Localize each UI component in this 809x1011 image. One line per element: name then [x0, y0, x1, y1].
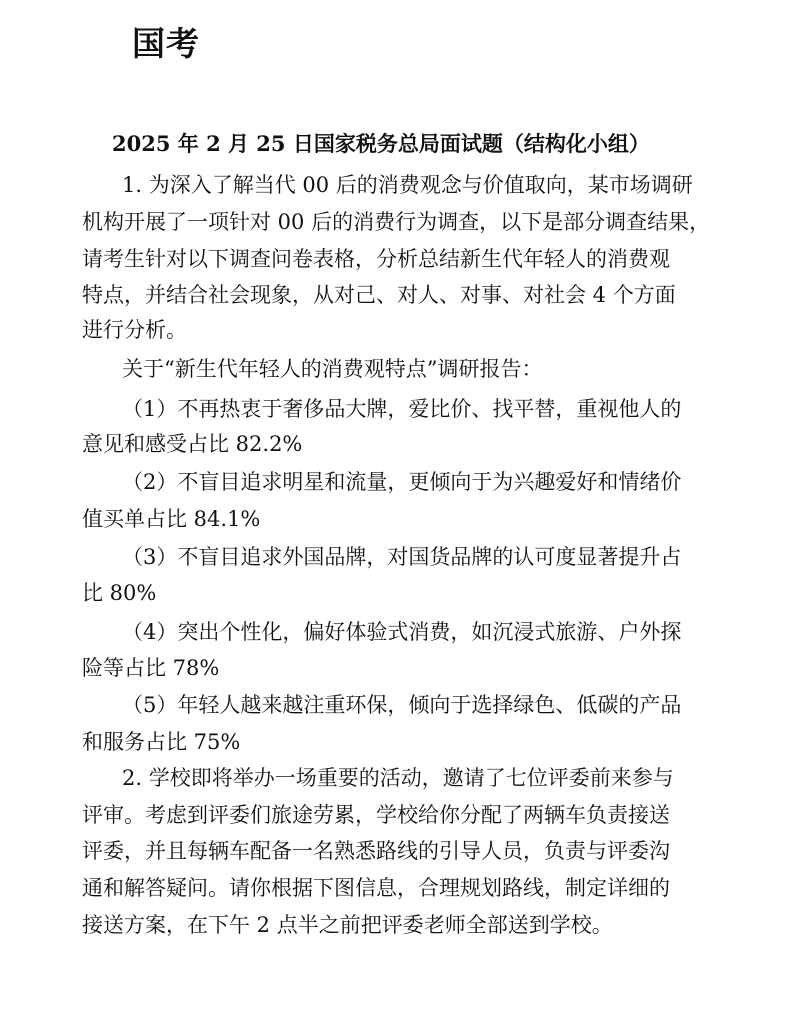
question1-line: 进行分析。	[82, 318, 187, 342]
question1-line: 1. 为深入了解当代 00 后的消费观念与价值取向，某市场调研	[122, 173, 693, 197]
finding-line: （1）不再热衷于奢侈品大牌，爱比价、找平替，重视他人的	[122, 397, 682, 421]
question2-line: 接送方案，在下午 2 点半之前把评委老师全部送到学校。	[82, 913, 613, 937]
finding-line: 险等占比 78%	[82, 656, 220, 680]
question1-line: 请考生针对以下调查问卷表格，分析总结新生代年轻人的消费观	[82, 247, 670, 271]
report-intro: 关于“新生代年轻人的消费观特点”调研报告：	[122, 357, 543, 381]
question2-line: 通和解答疑问。请你根据下图信息，合理规划路线，制定详细的	[82, 876, 670, 900]
finding-line: （4）突出个性化，偏好体验式消费，如沉浸式旅游、户外探	[122, 620, 682, 644]
header-title: 国考	[132, 24, 200, 63]
question1-line: 机构开展了一项针对 00 后的消费行为调查，以下是部分调查结果，	[82, 210, 711, 234]
finding-line: （5）年轻人越来越注重环保，倾向于选择绿色、低碳的产品	[122, 693, 682, 717]
finding-line: 意见和感受占比 82.2%	[82, 432, 303, 456]
question2-line: 评委，并且每辆车配备一名熟悉路线的引导人员，负责与评委沟	[82, 839, 670, 863]
question1-line: 特点，并结合社会现象，从对己、对人、对事、对社会 4 个方面	[82, 283, 676, 307]
question2-line: 2. 学校即将举办一场重要的活动，邀请了七位评委前来参与	[122, 766, 674, 790]
finding-line: （2）不盲目追求明星和流量，更倾向于为兴趣爱好和情绪价	[122, 470, 682, 494]
finding-line: 和服务占比 75%	[82, 730, 241, 754]
finding-line: 比 80%	[82, 581, 157, 605]
finding-line: （3）不盲目追求外国品牌，对国货品牌的认可度显著提升占	[122, 545, 682, 569]
finding-line: 值买单占比 84.1%	[82, 507, 261, 531]
question2-line: 评审。考虑到评委们旅途劳累，学校给你分配了两辆车负责接送	[82, 803, 670, 827]
document-title: 2025 年 2 月 25 日国家税务总局面试题（结构化小组）	[112, 131, 650, 156]
